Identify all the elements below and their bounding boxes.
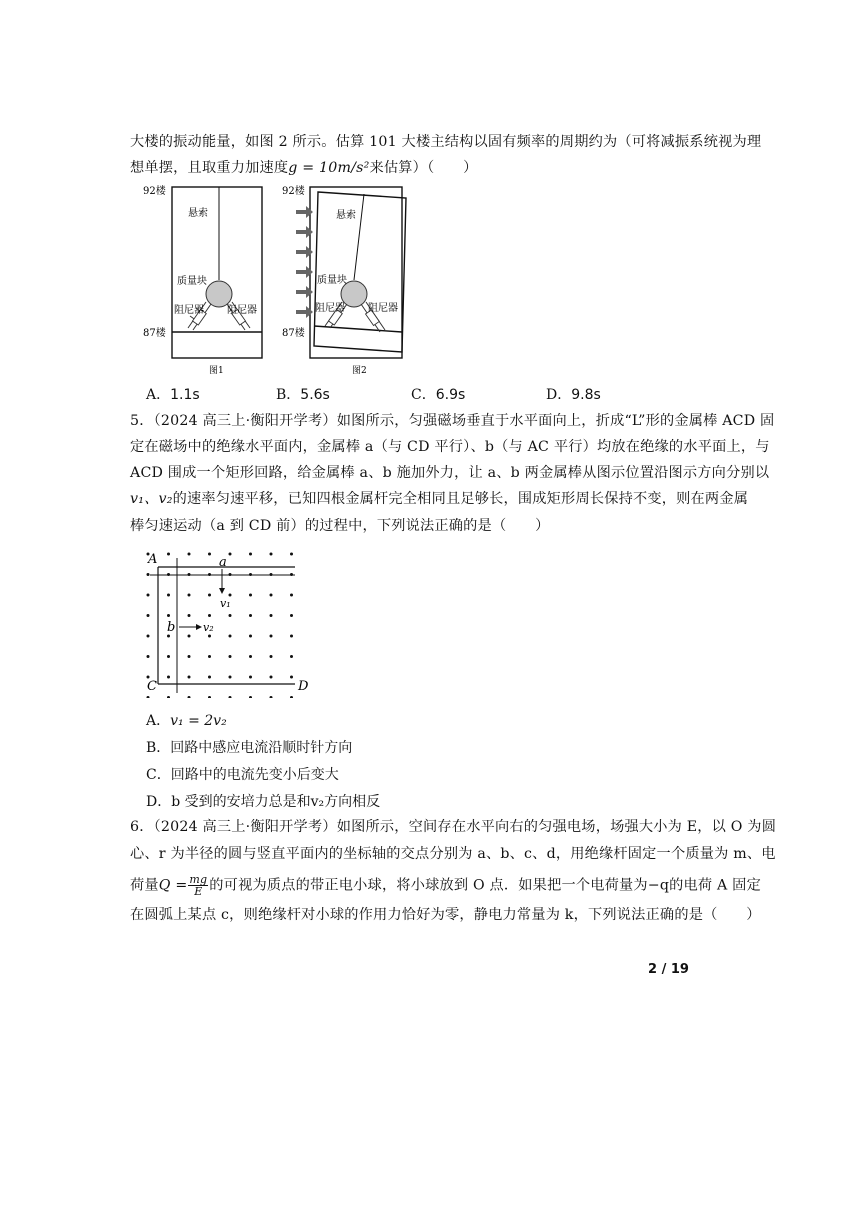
field-dot <box>147 594 150 597</box>
q6-charge-symbol: Q = <box>158 877 188 894</box>
field-dot <box>229 655 232 658</box>
field-dot <box>167 676 170 679</box>
label-v2: v₂ <box>203 621 214 634</box>
q4-text-line2 <box>130 158 478 178</box>
field-dot <box>270 696 273 698</box>
field-dot <box>188 655 191 658</box>
q4-text-line2-pre: 想单摆，且取重力加速度 <box>130 160 289 176</box>
q5-text-line4-post: 的速率匀速平移，已知四根金属杆完全相同且足够长，围成矩形周长保持不变，则在两金属 <box>172 491 749 507</box>
q5-option-d[interactable] <box>146 791 380 811</box>
fig1-caption: 图1 <box>209 366 224 376</box>
field-dot <box>249 594 252 597</box>
q5-option-c-text: 回路中的电流先变小后变大 <box>170 767 339 783</box>
label-v1: v₁ <box>220 597 231 610</box>
field-dot <box>290 676 293 679</box>
q6-text-line3-post: 的可视为质点的带正电小球，将小球放到 O 点．如果把一个电荷量为−q的电荷 A 固定 <box>209 877 761 894</box>
label-b: b <box>167 620 176 635</box>
field-dot <box>208 696 211 698</box>
fig1-floor-bottom: 87楼 <box>143 328 166 339</box>
field-dot <box>208 553 211 556</box>
field-dot <box>208 635 211 638</box>
label-a: a <box>219 555 227 570</box>
q6-text-line3-pre: 荷量 <box>130 877 159 894</box>
fig2-cable-label: 悬索 <box>336 210 356 221</box>
fig1-cable-label: 悬索 <box>188 208 208 219</box>
field-dot <box>270 594 273 597</box>
field-dot <box>167 553 170 556</box>
q4-text-line2-post: 来估算）（ ） <box>369 160 478 176</box>
field-dot <box>208 614 211 617</box>
q4-option-d-value: 9.8s <box>571 387 601 403</box>
field-dot <box>249 614 252 617</box>
field-dot <box>188 696 191 698</box>
q6-text-line4: 在圆弧上某点 c，则绝缘杆对小球的作用力恰好为零，静电力常量为 k，下列说法正确的是（ ） <box>130 907 761 923</box>
fig2-damper-right-label: 阻尼器 <box>368 303 398 314</box>
q4-figures <box>0 180 867 380</box>
field-dot <box>229 553 232 556</box>
fig2-floor-bottom: 87楼 <box>282 328 305 339</box>
q4-option-d[interactable] <box>546 384 601 404</box>
field-dot <box>290 635 293 638</box>
q5-option-d-text: b 受到的安培力总是和v₂方向相反 <box>171 794 381 810</box>
field-dot <box>188 594 191 597</box>
q4-option-c-value: 6.9s <box>435 387 466 403</box>
page-number: 2 / 19 <box>648 962 689 977</box>
field-dot <box>167 655 170 658</box>
fig1-damper-left-label: 阻尼器 <box>174 305 204 316</box>
label-A: A <box>148 552 158 567</box>
field-dot <box>249 676 252 679</box>
q4-gravity-formula: g = 10m/s² <box>288 160 370 176</box>
q5-velocity-symbols: v₁、v₂ <box>130 491 173 507</box>
field-dot <box>290 655 293 658</box>
field-dot <box>208 594 211 597</box>
q4-option-c-letter: C． <box>411 387 436 403</box>
field-dot <box>167 614 170 617</box>
q4-option-b-letter: B． <box>276 387 301 403</box>
field-dot <box>270 655 273 658</box>
q5-option-b-letter: B． <box>146 740 171 756</box>
q5-option-c-letter: C． <box>146 767 171 783</box>
field-dot <box>229 635 232 638</box>
field-dot <box>249 696 252 698</box>
q5-text-line1: 5．（2024 高三上·衡阳开学考）如图所示，匀强磁场垂直于水平面向上，折成“L”形的金属棒 ACD 固 <box>130 413 775 429</box>
q6-fraction-numerator: mg <box>189 873 208 886</box>
q5-text-line3: ACD 围成一个矩形回路，给金属棒 a、b 施加外力，让 a、b 两金属棒从图示位置沿图示方向分别以 <box>130 465 770 481</box>
q5-text-line5: 棒匀速运动（a 到 CD 前）的过程中，下列说法正确的是（ ） <box>130 518 550 534</box>
field-dot <box>147 696 150 698</box>
field-dot <box>167 594 170 597</box>
fig1-damper-right-label: 阻尼器 <box>227 305 257 316</box>
q4-option-a[interactable] <box>146 384 200 404</box>
field-dot <box>229 614 232 617</box>
field-dot <box>147 655 150 658</box>
field-dot <box>290 594 293 597</box>
fig2-caption: 图2 <box>352 366 367 376</box>
field-dot <box>147 614 150 617</box>
q4-text-line1: 大楼的振动能量，如图 2 所示。估算 101 大楼主结构以固有频率的周期约为（可将减振系统视为理 <box>130 134 762 150</box>
field-dot <box>270 553 273 556</box>
q6-fraction-denominator: E <box>194 885 203 898</box>
q5-text-line4 <box>130 489 748 509</box>
fig2-mass-label: 质量块 <box>317 275 347 286</box>
field-dot <box>208 676 211 679</box>
q4-option-b[interactable] <box>276 384 330 404</box>
field-dot <box>147 635 150 638</box>
q5-option-c[interactable] <box>146 764 339 784</box>
field-dot <box>249 553 252 556</box>
q5-figure <box>140 548 340 698</box>
field-dot <box>249 655 252 658</box>
fig1-mass-label: 质量块 <box>177 276 207 287</box>
field-dot <box>188 614 191 617</box>
q6-text-line1: 6．（2024 高三上·衡阳开学考）如图所示，空间存在水平向右的匀强电场，场强大小为 E，以 O 为圆 <box>130 819 777 835</box>
q5-option-b-text: 回路中感应电流沿顺时针方向 <box>170 740 353 756</box>
field-dot <box>290 696 293 698</box>
q5-option-d-letter: D． <box>146 794 172 810</box>
figure-1 <box>143 184 262 376</box>
q5-option-a-letter: A． <box>146 713 171 729</box>
field-dot <box>167 696 170 698</box>
q4-option-a-letter: A． <box>146 387 171 403</box>
field-dot <box>270 614 273 617</box>
field-dot <box>229 676 232 679</box>
q6-text-line2: 心、r 为半径的圆与竖直平面内的坐标轴的交点分别为 a、b、c、d，用绝缘杆固定一个质量为 m、电 <box>130 846 776 862</box>
field-dot <box>188 635 191 638</box>
q6-text-line3 <box>130 874 761 897</box>
fig2-damper-left-label: 阻尼器 <box>315 303 345 314</box>
q5-option-a-text: v₁ = 2v₂ <box>170 713 227 729</box>
label-D: D <box>298 679 309 694</box>
q6-charge-fraction <box>188 874 208 897</box>
fig2-floor-top: 92楼 <box>282 186 305 197</box>
q4-option-c[interactable] <box>411 384 465 404</box>
q5-option-a[interactable] <box>146 710 227 730</box>
field-dot <box>229 696 232 698</box>
field-dot <box>270 676 273 679</box>
field-dot <box>208 655 211 658</box>
field-dot <box>188 553 191 556</box>
q4-option-a-value: 1.1s <box>170 387 200 403</box>
label-C: C <box>147 679 157 694</box>
q5-text-line2: 定在磁场中的绝缘水平面内，金属棒 a（与 CD 平行）、b（与 AC 平行）均放在绝缘的水平面上，与 <box>130 439 770 455</box>
field-dot <box>290 614 293 617</box>
q5-option-b[interactable] <box>146 737 352 757</box>
field-dot <box>270 635 273 638</box>
field-dot <box>290 553 293 556</box>
field-dot <box>147 573 150 576</box>
q4-option-b-value: 5.6s <box>300 387 330 403</box>
figure-2 <box>282 184 406 376</box>
fig1-floor-top: 92楼 <box>143 186 166 197</box>
field-dot <box>249 635 252 638</box>
field-dot <box>188 676 191 679</box>
q4-option-d-letter: D． <box>546 387 572 403</box>
